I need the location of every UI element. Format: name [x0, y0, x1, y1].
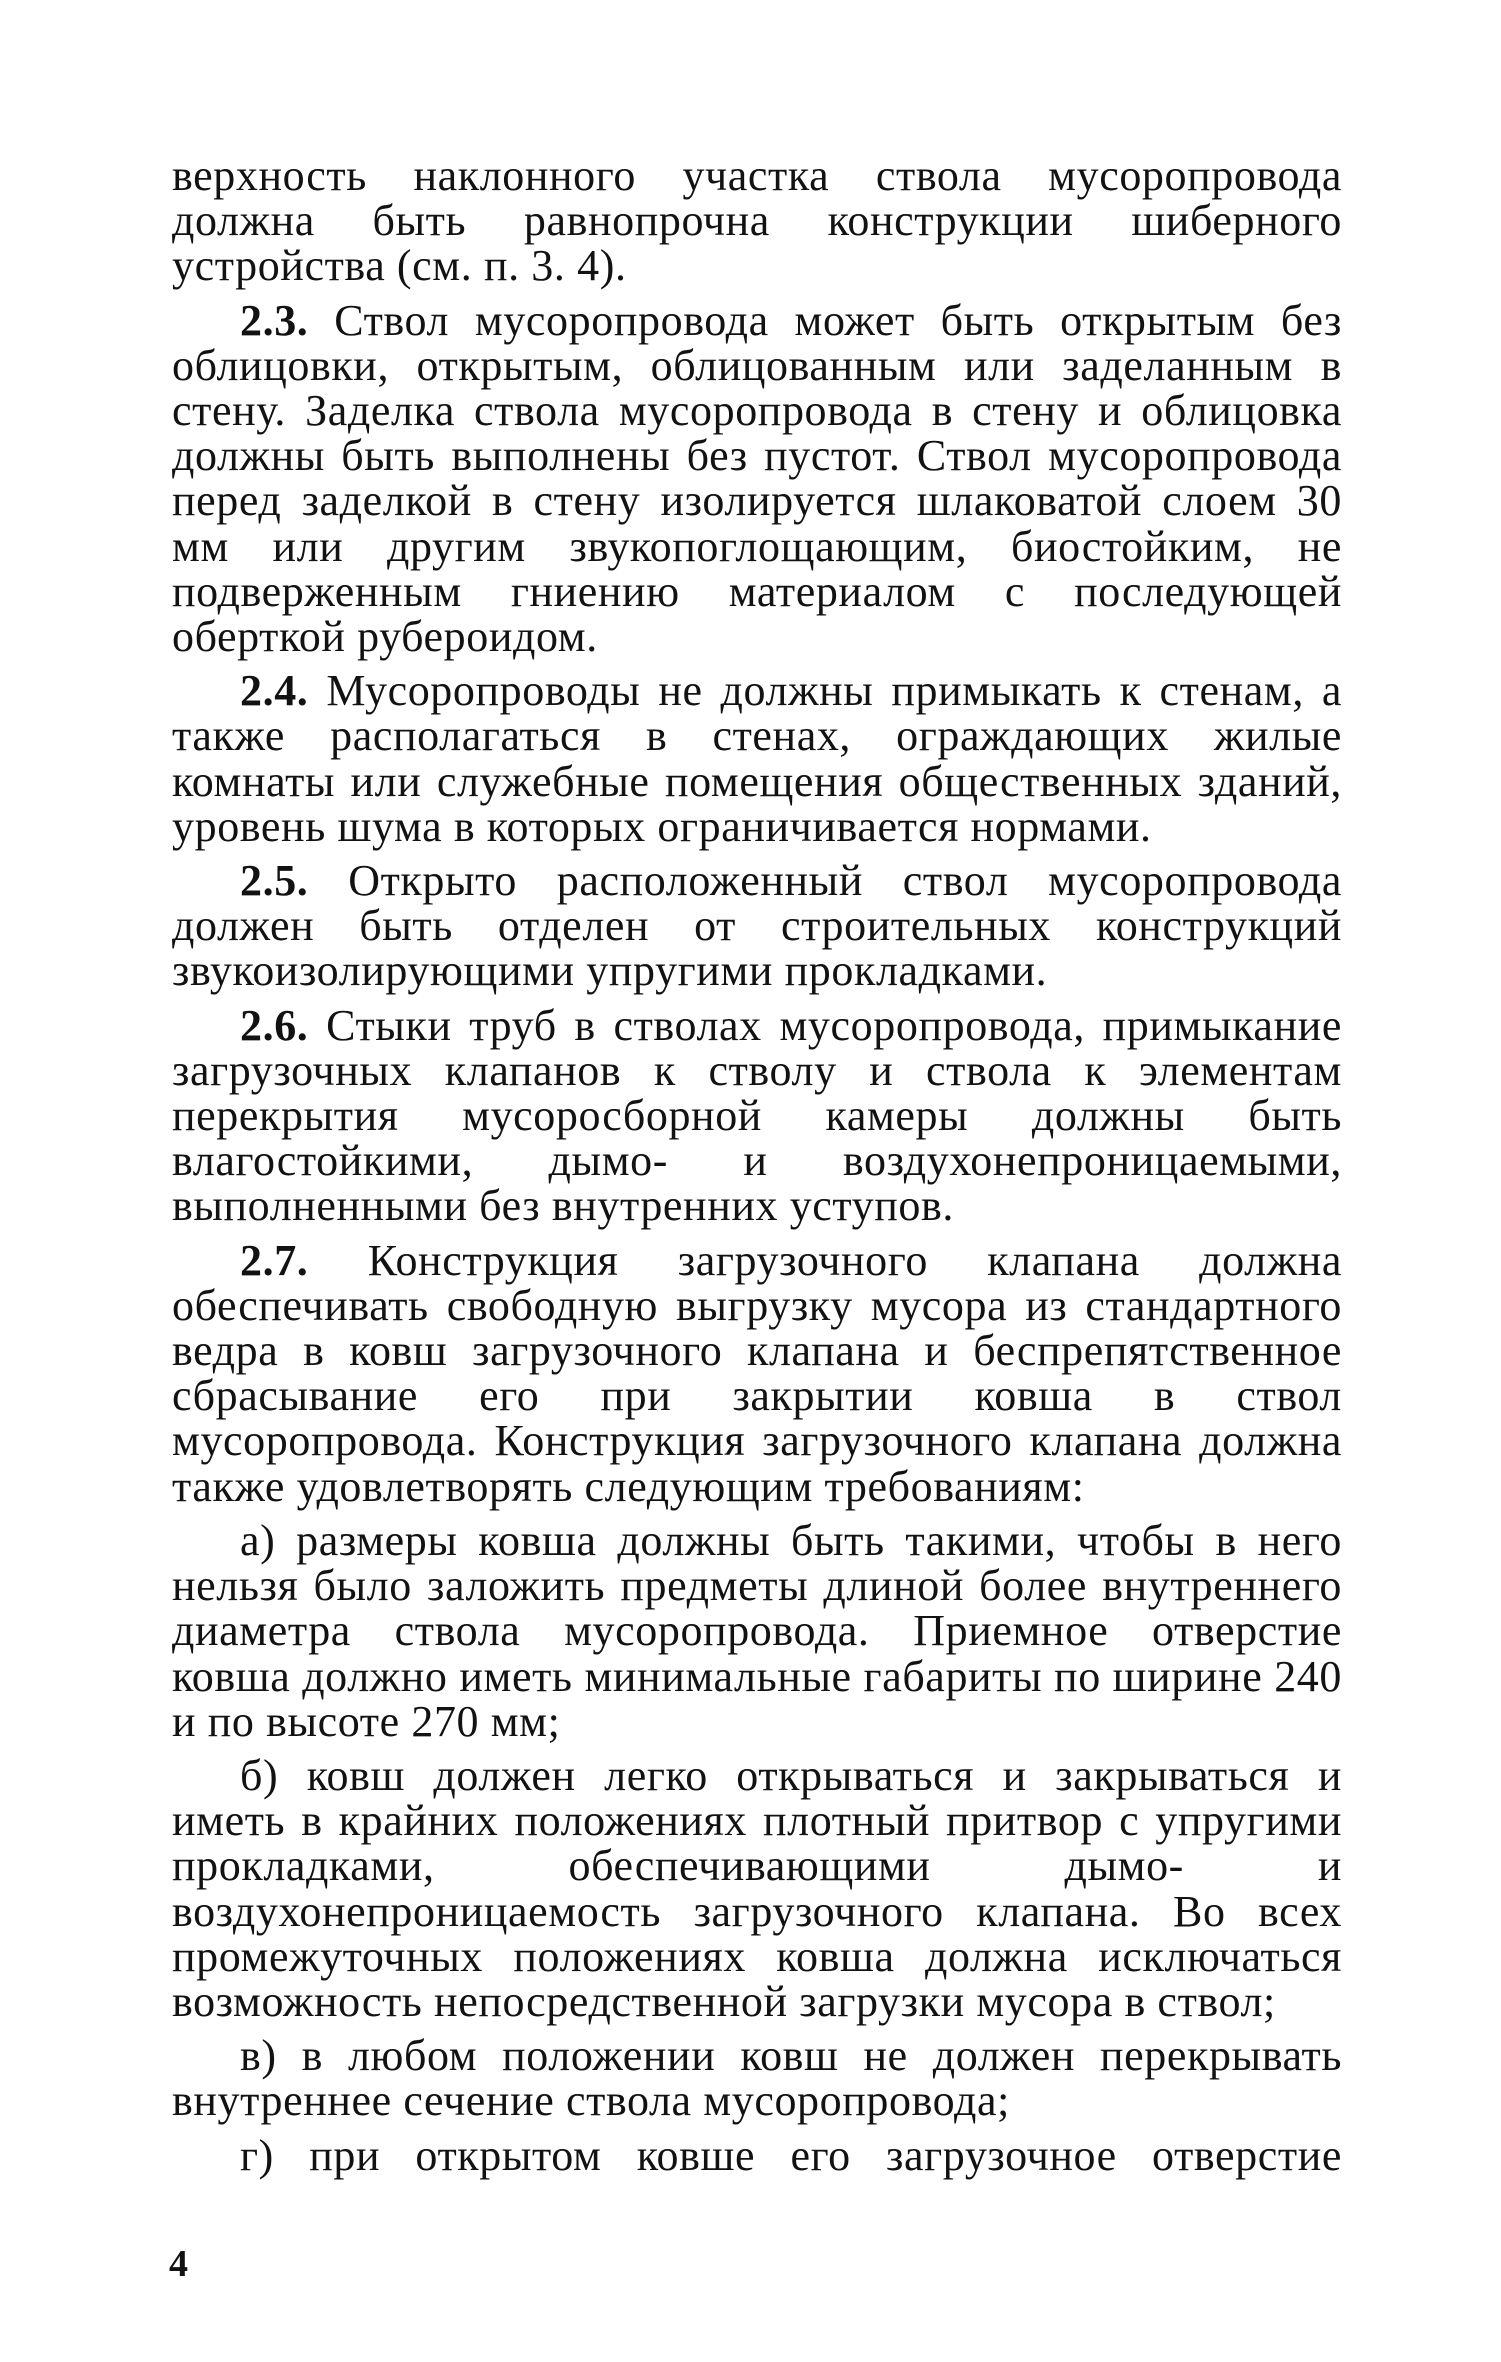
list-item-text: в) в любом положении ковш не должен перекрывать внутреннее сечение ствола мусоропровода;	[172, 2031, 1342, 2126]
clause-text: Открыто расположенный ствол мусоропровода должен быть отделен от строительных конструкций звукоизолирующими упругими прокладками.	[172, 856, 1342, 996]
list-item-g	[172, 2130, 1342, 2180]
clause-number: 2.5.	[240, 856, 309, 906]
list-item-b	[172, 1750, 1342, 2026]
clause-text: Стыки труб в стволах мусоропровода, примыкание загрузочных клапанов к стволу и ствола к элементам перекрытия мусоросборной камеры должны быть влагостойкими, дымо- и воздухонепроницаемыми, выполненными без внутренних уступов.	[172, 1000, 1342, 1231]
clause-number: 2.7.	[240, 1235, 309, 1285]
list-item-v	[172, 2031, 1342, 2126]
list-item-text: б) ковш должен легко открываться и закрываться и иметь в крайних положениях плотный притвор с упругими прокладками, обеспечивающими дымо- и воздухонепроницаемость загрузочного клапана. Во всех промежуточных положениях ковша должна исключаться возможность непосредственной загрузки мусора в ствол;	[172, 1750, 1342, 2026]
clause-number: 2.6.	[240, 1000, 309, 1050]
clause-2-4	[172, 668, 1342, 849]
clause-text: Мусоропроводы не должны примыкать к стенам, а также располагаться в стенах, ограждающих жилые комнаты или служебные помещения общественных зданий, уровень шума в которых ограничивается нормами.	[172, 666, 1342, 851]
list-item-text: а) размеры ковша должны быть такими, чтобы в него нельзя было заложить предметы длиной более внутреннего диаметра ствола мусоропровода. Приемное отверстие ковша должно иметь минимальные габариты по ширине 240 и по высоте 270 мм;	[172, 1515, 1342, 1746]
clause-2-5	[172, 858, 1342, 994]
clause-number: 2.4.	[240, 666, 309, 716]
clause-text: Ствол мусоропровода может быть открытым без облицовки, открытым, облицованным или заделанным в стену. Заделка ствола мусоропровода в стену и облицовка должны быть выполнены без пустот. Ствол мусоропровода перед заделкой в стену изолируется шлаковатой слоем 30 мм или другим звукопоглощающим, биостойким, не подверженным гниению материалом с последующей оберткой рубероидом.	[172, 295, 1342, 662]
list-item-a	[172, 1515, 1342, 1746]
body-text	[172, 153, 1342, 2187]
clause-2-3	[172, 295, 1342, 662]
page-number: 4	[169, 2243, 188, 2285]
list-item-text: г) при открытом ковше его загрузочное отверстие	[240, 2130, 1342, 2180]
paragraph-continuation	[172, 153, 1342, 289]
clause-text: Конструкция загрузочного клапана должна обеспечивать свободную выгрузку мусора из стандартного ведра в ковш загрузочного клапана и беспрепятственное сбрасывание его при закрытии ковша в ствол мусоропровода. Конструкция загрузочного клапана должна также удовлетворять следующим требованиям:	[172, 1235, 1342, 1511]
clause-number: 2.3.	[240, 295, 309, 345]
clause-2-7	[172, 1235, 1342, 1511]
paragraph-text: верхность наклонного участка ствола мусоропровода должна быть равнопрочна конструкции шиберного устройства (см. п. 3. 4).	[172, 151, 1342, 291]
clause-2-6	[172, 1000, 1342, 1231]
